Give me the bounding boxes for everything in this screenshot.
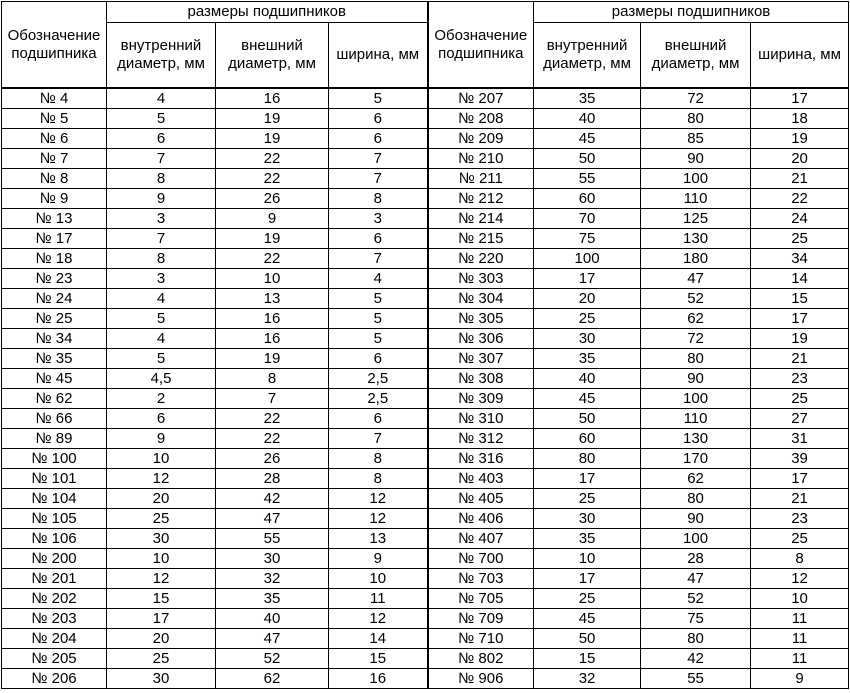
inner-diameter-cell-right: 40 xyxy=(534,109,641,129)
outer-diameter-cell-left: 8 xyxy=(216,369,329,389)
width-cell-right: 8 xyxy=(751,549,849,569)
designation-cell-right: № 906 xyxy=(428,669,534,689)
inner-diameter-cell-left: 20 xyxy=(107,629,216,649)
table-row xyxy=(2,129,849,149)
width-cell-right: 34 xyxy=(751,249,849,269)
width-cell-left: 2,5 xyxy=(329,389,428,409)
outer-diameter-cell-right: 52 xyxy=(641,589,751,609)
outer-diameter-cell-left: 28 xyxy=(216,469,329,489)
designation-cell-right: № 211 xyxy=(428,169,534,189)
designation-cell-right: № 208 xyxy=(428,109,534,129)
designation-header-right: Обозначение подшипника xyxy=(428,2,534,89)
designation-cell-left: № 25 xyxy=(2,309,107,329)
width-cell-right: 11 xyxy=(751,609,849,629)
width-cell-left: 12 xyxy=(329,489,428,509)
table-row xyxy=(2,649,849,669)
designation-cell-right: № 308 xyxy=(428,369,534,389)
table-row xyxy=(2,429,849,449)
inner-diameter-cell-right: 80 xyxy=(534,449,641,469)
width-cell-left: 8 xyxy=(329,449,428,469)
header-columns-row xyxy=(2,23,849,89)
designation-cell-right: № 705 xyxy=(428,589,534,609)
inner-diameter-cell-left: 4 xyxy=(107,88,216,109)
designation-cell-left: № 105 xyxy=(2,509,107,529)
outer-diameter-cell-right: 80 xyxy=(641,629,751,649)
width-cell-right: 22 xyxy=(751,189,849,209)
outer-diameter-cell-right: 180 xyxy=(641,249,751,269)
inner-diameter-cell-left: 9 xyxy=(107,189,216,209)
inner-diameter-cell-left: 5 xyxy=(107,109,216,129)
designation-cell-right: № 305 xyxy=(428,309,534,329)
inner-diameter-cell-left: 8 xyxy=(107,169,216,189)
width-cell-right: 21 xyxy=(751,169,849,189)
inner-diameter-header-right: внутренний диаметр, мм xyxy=(534,23,641,89)
outer-diameter-cell-right: 80 xyxy=(641,489,751,509)
inner-diameter-cell-left: 7 xyxy=(107,149,216,169)
designation-header-left: Обозначение подшипника xyxy=(2,2,107,89)
width-cell-left: 5 xyxy=(329,309,428,329)
width-cell-left: 11 xyxy=(329,589,428,609)
designation-cell-left: № 204 xyxy=(2,629,107,649)
width-cell-right: 10 xyxy=(751,589,849,609)
inner-diameter-cell-right: 25 xyxy=(534,489,641,509)
designation-cell-left: № 9 xyxy=(2,189,107,209)
outer-diameter-cell-right: 110 xyxy=(641,189,751,209)
inner-diameter-cell-left: 7 xyxy=(107,229,216,249)
outer-diameter-cell-left: 22 xyxy=(216,429,329,449)
designation-cell-left: № 202 xyxy=(2,589,107,609)
designation-cell-left: № 17 xyxy=(2,229,107,249)
outer-diameter-cell-left: 40 xyxy=(216,609,329,629)
inner-diameter-cell-left: 30 xyxy=(107,529,216,549)
outer-diameter-cell-left: 7 xyxy=(216,389,329,409)
designation-cell-left: № 13 xyxy=(2,209,107,229)
designation-cell-right: № 207 xyxy=(428,88,534,109)
designation-cell-left: № 24 xyxy=(2,289,107,309)
outer-diameter-cell-right: 100 xyxy=(641,169,751,189)
width-cell-left: 13 xyxy=(329,529,428,549)
designation-cell-right: № 220 xyxy=(428,249,534,269)
width-cell-left: 5 xyxy=(329,88,428,109)
inner-diameter-cell-right: 45 xyxy=(534,129,641,149)
table-row xyxy=(2,449,849,469)
outer-diameter-cell-right: 52 xyxy=(641,289,751,309)
inner-diameter-cell-left: 4 xyxy=(107,289,216,309)
table-row xyxy=(2,88,849,109)
designation-cell-right: № 303 xyxy=(428,269,534,289)
inner-diameter-cell-right: 50 xyxy=(534,629,641,649)
inner-diameter-cell-right: 35 xyxy=(534,88,641,109)
width-cell-left: 16 xyxy=(329,669,428,689)
outer-diameter-cell-right: 80 xyxy=(641,349,751,369)
table-row xyxy=(2,349,849,369)
designation-cell-left: № 35 xyxy=(2,349,107,369)
designation-cell-right: № 210 xyxy=(428,149,534,169)
width-cell-right: 14 xyxy=(751,269,849,289)
width-cell-right: 25 xyxy=(751,389,849,409)
designation-cell-right: № 403 xyxy=(428,469,534,489)
width-cell-left: 9 xyxy=(329,549,428,569)
outer-diameter-cell-left: 62 xyxy=(216,669,329,689)
inner-diameter-cell-right: 70 xyxy=(534,209,641,229)
dimensions-group-header-right: размеры подшипников xyxy=(534,2,849,23)
outer-diameter-cell-left: 55 xyxy=(216,529,329,549)
outer-diameter-cell-left: 22 xyxy=(216,169,329,189)
designation-cell-right: № 215 xyxy=(428,229,534,249)
table-row xyxy=(2,189,849,209)
width-cell-left: 6 xyxy=(329,409,428,429)
outer-diameter-cell-left: 22 xyxy=(216,149,329,169)
inner-diameter-cell-right: 30 xyxy=(534,329,641,349)
table-row xyxy=(2,249,849,269)
inner-diameter-cell-right: 17 xyxy=(534,569,641,589)
outer-diameter-cell-left: 19 xyxy=(216,129,329,149)
designation-cell-left: № 206 xyxy=(2,669,107,689)
outer-diameter-cell-right: 85 xyxy=(641,129,751,149)
designation-cell-left: № 45 xyxy=(2,369,107,389)
inner-diameter-cell-left: 30 xyxy=(107,669,216,689)
outer-diameter-cell-right: 100 xyxy=(641,389,751,409)
width-cell-left: 5 xyxy=(329,289,428,309)
designation-cell-right: № 309 xyxy=(428,389,534,409)
table-header xyxy=(2,2,849,89)
width-cell-right: 25 xyxy=(751,529,849,549)
width-cell-right: 31 xyxy=(751,429,849,449)
table-row xyxy=(2,549,849,569)
outer-diameter-cell-left: 16 xyxy=(216,329,329,349)
designation-cell-right: № 709 xyxy=(428,609,534,629)
inner-diameter-cell-left: 25 xyxy=(107,649,216,669)
width-cell-left: 2,5 xyxy=(329,369,428,389)
outer-diameter-header-left: внешний диаметр, мм xyxy=(216,23,329,89)
outer-diameter-cell-left: 16 xyxy=(216,309,329,329)
table-row xyxy=(2,329,849,349)
designation-cell-right: № 700 xyxy=(428,549,534,569)
designation-cell-left: № 8 xyxy=(2,169,107,189)
inner-diameter-cell-right: 35 xyxy=(534,529,641,549)
designation-cell-right: № 214 xyxy=(428,209,534,229)
inner-diameter-cell-right: 100 xyxy=(534,249,641,269)
width-cell-right: 11 xyxy=(751,629,849,649)
table-row xyxy=(2,629,849,649)
width-cell-left: 10 xyxy=(329,569,428,589)
inner-diameter-cell-left: 25 xyxy=(107,509,216,529)
outer-diameter-cell-right: 100 xyxy=(641,529,751,549)
width-cell-right: 24 xyxy=(751,209,849,229)
outer-diameter-cell-right: 55 xyxy=(641,669,751,689)
outer-diameter-cell-right: 90 xyxy=(641,509,751,529)
width-cell-right: 23 xyxy=(751,369,849,389)
width-cell-left: 6 xyxy=(329,129,428,149)
designation-cell-left: № 34 xyxy=(2,329,107,349)
outer-diameter-cell-right: 80 xyxy=(641,109,751,129)
table-row xyxy=(2,269,849,289)
outer-diameter-cell-left: 26 xyxy=(216,449,329,469)
outer-diameter-cell-left: 19 xyxy=(216,229,329,249)
width-cell-right: 15 xyxy=(751,289,849,309)
outer-diameter-cell-left: 22 xyxy=(216,409,329,429)
outer-diameter-cell-left: 47 xyxy=(216,509,329,529)
width-cell-left: 4 xyxy=(329,269,428,289)
inner-diameter-cell-left: 3 xyxy=(107,209,216,229)
designation-cell-left: № 7 xyxy=(2,149,107,169)
width-cell-left: 7 xyxy=(329,149,428,169)
outer-diameter-cell-right: 62 xyxy=(641,309,751,329)
width-header-right: ширина, мм xyxy=(751,23,849,89)
width-cell-right: 25 xyxy=(751,229,849,249)
designation-cell-left: № 18 xyxy=(2,249,107,269)
inner-diameter-cell-left: 12 xyxy=(107,569,216,589)
table-row xyxy=(2,389,849,409)
outer-diameter-cell-right: 47 xyxy=(641,569,751,589)
width-cell-left: 6 xyxy=(329,349,428,369)
table-row xyxy=(2,509,849,529)
width-cell-left: 12 xyxy=(329,609,428,629)
width-cell-right: 17 xyxy=(751,309,849,329)
width-cell-left: 3 xyxy=(329,209,428,229)
inner-diameter-cell-right: 45 xyxy=(534,609,641,629)
inner-diameter-cell-left: 5 xyxy=(107,309,216,329)
designation-cell-left: № 23 xyxy=(2,269,107,289)
outer-diameter-cell-right: 47 xyxy=(641,269,751,289)
inner-diameter-cell-right: 35 xyxy=(534,349,641,369)
table-row xyxy=(2,669,849,689)
inner-diameter-cell-right: 17 xyxy=(534,269,641,289)
table-row xyxy=(2,409,849,429)
designation-cell-left: № 104 xyxy=(2,489,107,509)
width-cell-right: 21 xyxy=(751,349,849,369)
inner-diameter-cell-right: 32 xyxy=(534,669,641,689)
outer-diameter-cell-right: 42 xyxy=(641,649,751,669)
designation-cell-left: № 203 xyxy=(2,609,107,629)
outer-diameter-cell-left: 35 xyxy=(216,589,329,609)
table-row xyxy=(2,229,849,249)
inner-diameter-cell-left: 2 xyxy=(107,389,216,409)
designation-cell-left: № 5 xyxy=(2,109,107,129)
outer-diameter-cell-left: 26 xyxy=(216,189,329,209)
designation-cell-left: № 89 xyxy=(2,429,107,449)
outer-diameter-cell-left: 22 xyxy=(216,249,329,269)
designation-cell-right: № 310 xyxy=(428,409,534,429)
width-header-left: ширина, мм xyxy=(329,23,428,89)
inner-diameter-cell-left: 6 xyxy=(107,129,216,149)
designation-cell-left: № 62 xyxy=(2,389,107,409)
designation-cell-right: № 710 xyxy=(428,629,534,649)
inner-diameter-cell-right: 50 xyxy=(534,149,641,169)
designation-cell-left: № 205 xyxy=(2,649,107,669)
inner-diameter-cell-right: 60 xyxy=(534,429,641,449)
width-cell-right: 19 xyxy=(751,129,849,149)
inner-diameter-cell-left: 6 xyxy=(107,409,216,429)
width-cell-right: 19 xyxy=(751,329,849,349)
width-cell-right: 23 xyxy=(751,509,849,529)
outer-diameter-cell-right: 110 xyxy=(641,409,751,429)
inner-diameter-cell-right: 75 xyxy=(534,229,641,249)
width-cell-right: 17 xyxy=(751,469,849,489)
table-row xyxy=(2,529,849,549)
inner-diameter-header-left: внутренний диаметр, мм xyxy=(107,23,216,89)
outer-diameter-cell-right: 130 xyxy=(641,229,751,249)
width-cell-left: 12 xyxy=(329,509,428,529)
outer-diameter-cell-right: 72 xyxy=(641,88,751,109)
width-cell-right: 12 xyxy=(751,569,849,589)
inner-diameter-cell-left: 12 xyxy=(107,469,216,489)
table-row xyxy=(2,289,849,309)
table-row xyxy=(2,609,849,629)
header-group-row xyxy=(2,2,849,23)
bearings-table xyxy=(1,1,849,689)
designation-cell-right: № 405 xyxy=(428,489,534,509)
outer-diameter-cell-right: 170 xyxy=(641,449,751,469)
inner-diameter-cell-right: 25 xyxy=(534,589,641,609)
outer-diameter-cell-right: 90 xyxy=(641,149,751,169)
inner-diameter-cell-left: 15 xyxy=(107,589,216,609)
inner-diameter-cell-left: 20 xyxy=(107,489,216,509)
width-cell-right: 18 xyxy=(751,109,849,129)
designation-cell-right: № 406 xyxy=(428,509,534,529)
inner-diameter-cell-left: 17 xyxy=(107,609,216,629)
table-body xyxy=(2,88,849,689)
inner-diameter-cell-right: 15 xyxy=(534,649,641,669)
table-row xyxy=(2,589,849,609)
designation-cell-left: № 4 xyxy=(2,88,107,109)
designation-cell-right: № 407 xyxy=(428,529,534,549)
table-row xyxy=(2,209,849,229)
outer-diameter-cell-left: 32 xyxy=(216,569,329,589)
width-cell-left: 6 xyxy=(329,229,428,249)
width-cell-right: 9 xyxy=(751,669,849,689)
designation-cell-right: № 802 xyxy=(428,649,534,669)
table-row xyxy=(2,309,849,329)
width-cell-right: 11 xyxy=(751,649,849,669)
designation-cell-left: № 100 xyxy=(2,449,107,469)
inner-diameter-cell-right: 45 xyxy=(534,389,641,409)
width-cell-left: 14 xyxy=(329,629,428,649)
inner-diameter-cell-left: 10 xyxy=(107,549,216,569)
designation-cell-left: № 200 xyxy=(2,549,107,569)
designation-cell-left: № 101 xyxy=(2,469,107,489)
outer-diameter-cell-left: 52 xyxy=(216,649,329,669)
outer-diameter-cell-left: 13 xyxy=(216,289,329,309)
designation-cell-right: № 209 xyxy=(428,129,534,149)
outer-diameter-cell-left: 42 xyxy=(216,489,329,509)
outer-diameter-cell-left: 10 xyxy=(216,269,329,289)
table-row xyxy=(2,109,849,129)
outer-diameter-cell-left: 9 xyxy=(216,209,329,229)
width-cell-right: 17 xyxy=(751,88,849,109)
designation-cell-right: № 307 xyxy=(428,349,534,369)
width-cell-right: 39 xyxy=(751,449,849,469)
outer-diameter-cell-right: 28 xyxy=(641,549,751,569)
inner-diameter-cell-left: 9 xyxy=(107,429,216,449)
inner-diameter-cell-right: 25 xyxy=(534,309,641,329)
designation-cell-right: № 304 xyxy=(428,289,534,309)
width-cell-left: 5 xyxy=(329,329,428,349)
outer-diameter-cell-right: 125 xyxy=(641,209,751,229)
outer-diameter-cell-left: 47 xyxy=(216,629,329,649)
width-cell-left: 7 xyxy=(329,169,428,189)
width-cell-left: 8 xyxy=(329,189,428,209)
inner-diameter-cell-right: 50 xyxy=(534,409,641,429)
width-cell-left: 7 xyxy=(329,429,428,449)
outer-diameter-cell-left: 30 xyxy=(216,549,329,569)
inner-diameter-cell-left: 5 xyxy=(107,349,216,369)
outer-diameter-cell-right: 130 xyxy=(641,429,751,449)
table-row xyxy=(2,569,849,589)
table-row xyxy=(2,489,849,509)
inner-diameter-cell-left: 4,5 xyxy=(107,369,216,389)
width-cell-left: 15 xyxy=(329,649,428,669)
inner-diameter-cell-left: 10 xyxy=(107,449,216,469)
designation-cell-left: № 106 xyxy=(2,529,107,549)
dimensions-group-header-left: размеры подшипников xyxy=(107,2,428,23)
outer-diameter-cell-right: 90 xyxy=(641,369,751,389)
inner-diameter-cell-left: 8 xyxy=(107,249,216,269)
width-cell-right: 21 xyxy=(751,489,849,509)
inner-diameter-cell-right: 30 xyxy=(534,509,641,529)
outer-diameter-cell-left: 16 xyxy=(216,88,329,109)
designation-cell-right: № 306 xyxy=(428,329,534,349)
width-cell-right: 20 xyxy=(751,149,849,169)
designation-cell-right: № 312 xyxy=(428,429,534,449)
inner-diameter-cell-left: 4 xyxy=(107,329,216,349)
outer-diameter-header-right: внешний диаметр, мм xyxy=(641,23,751,89)
designation-cell-left: № 6 xyxy=(2,129,107,149)
table-row xyxy=(2,469,849,489)
inner-diameter-cell-right: 55 xyxy=(534,169,641,189)
width-cell-left: 7 xyxy=(329,249,428,269)
designation-cell-left: № 66 xyxy=(2,409,107,429)
designation-cell-left: № 201 xyxy=(2,569,107,589)
table-row xyxy=(2,169,849,189)
width-cell-left: 8 xyxy=(329,469,428,489)
inner-diameter-cell-right: 40 xyxy=(534,369,641,389)
inner-diameter-cell-right: 20 xyxy=(534,289,641,309)
designation-cell-right: № 212 xyxy=(428,189,534,209)
designation-cell-right: № 316 xyxy=(428,449,534,469)
outer-diameter-cell-left: 19 xyxy=(216,109,329,129)
inner-diameter-cell-right: 17 xyxy=(534,469,641,489)
outer-diameter-cell-right: 62 xyxy=(641,469,751,489)
width-cell-left: 6 xyxy=(329,109,428,129)
designation-cell-right: № 703 xyxy=(428,569,534,589)
inner-diameter-cell-right: 10 xyxy=(534,549,641,569)
outer-diameter-cell-right: 75 xyxy=(641,609,751,629)
table-row xyxy=(2,369,849,389)
inner-diameter-cell-right: 60 xyxy=(534,189,641,209)
outer-diameter-cell-left: 19 xyxy=(216,349,329,369)
inner-diameter-cell-left: 3 xyxy=(107,269,216,289)
width-cell-right: 27 xyxy=(751,409,849,429)
table-row xyxy=(2,149,849,169)
outer-diameter-cell-right: 72 xyxy=(641,329,751,349)
